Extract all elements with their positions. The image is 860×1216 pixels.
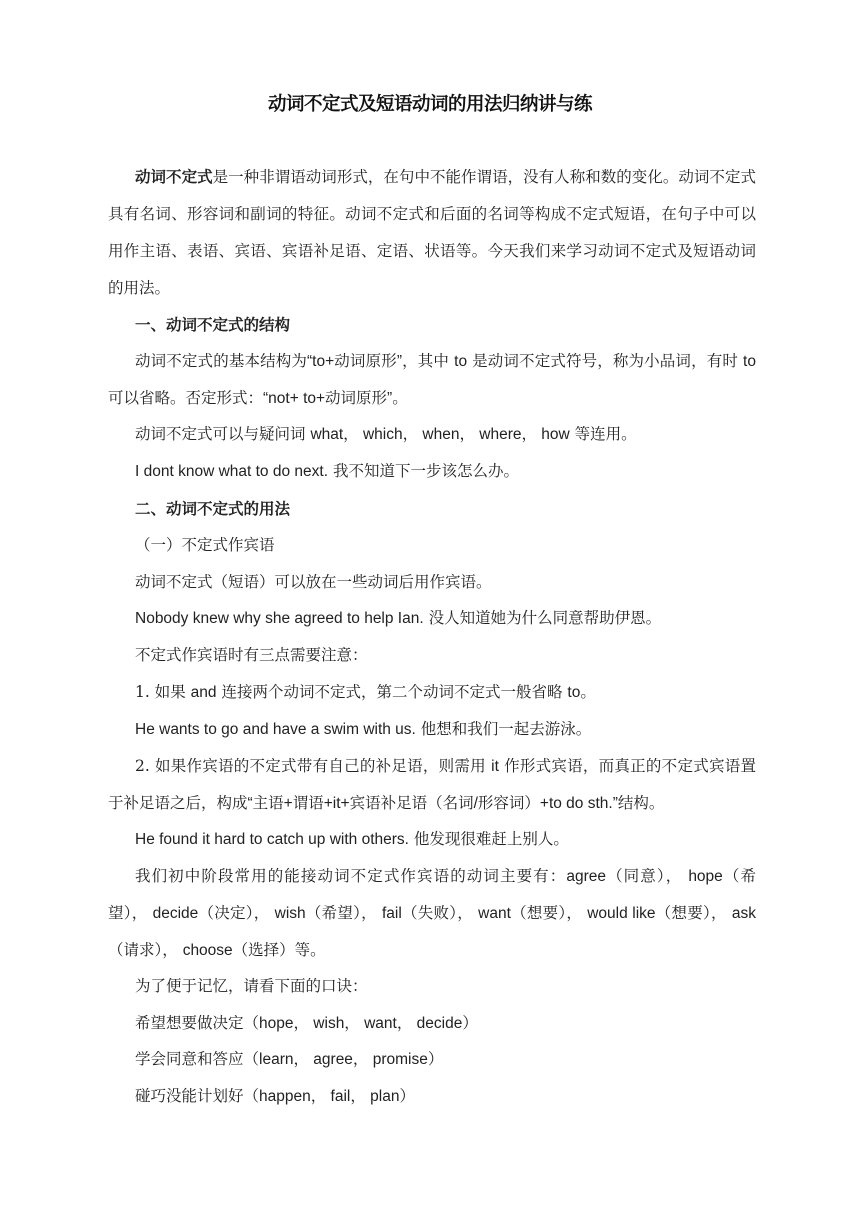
example-sentence-2 (108, 600, 756, 637)
structure-formula: “to+动词原形” (307, 353, 403, 370)
verb-agree: agree (566, 868, 606, 885)
structure-text-g: 可以省略。否定形式： (108, 389, 264, 407)
mnemonic-line-2 (108, 1041, 756, 1078)
question-words-list: what， which， when， where， how (310, 426, 570, 443)
structure-text-a: 动词不定式的基本结构为 (135, 352, 308, 370)
verb-choose-gloss: （选择）等。 (232, 941, 326, 959)
note-2-text-e: 结构。 (617, 794, 665, 812)
mnemonic-3-close: ） (399, 1087, 415, 1105)
note-2-it: it (491, 758, 499, 775)
notes-intro: 不定式作宾语时有三点需要注意： (135, 646, 368, 664)
verbs-intro: 我们初中阶段常用的能接动词不定式作宾语的动词主要有： (135, 867, 567, 885)
verb-want: want (478, 905, 511, 922)
structure-paragraph (108, 343, 756, 417)
mnemonic-2-chinese: 学会同意和答应（ (135, 1050, 260, 1068)
example-1-chinese: 我不知道下一步该怎么办。 (328, 462, 519, 480)
section-2-heading: 二、动词不定式的用法 (135, 499, 291, 518)
example-3-english: He wants to go and have a swim with us. (135, 721, 416, 738)
mnemonic-3-english: happen， fail， plan (259, 1088, 400, 1105)
mnemonic-2-english: learn， agree， promise (259, 1051, 428, 1068)
subsection-1-heading: （一）不定式作宾语 (135, 536, 275, 554)
verb-ask: ask (731, 905, 756, 922)
example-2-english: Nobody knew why she agreed to help Ian. (135, 610, 424, 627)
document-title: 动词不定式及短语动词的用法归纳讲与练 (267, 94, 592, 115)
note-2-formula: “主语+谓语+it+宾语补足语（名词/形容词）+to do sth.” (247, 795, 618, 812)
mnemonic-intro: 为了便于记忆，请看下面的口诀： (135, 977, 368, 995)
object-paragraph: 动词不定式（短语）可以放在一些动词后用作宾语。 (135, 573, 492, 591)
note-2 (108, 748, 756, 822)
structure-negative-formula: “not+ to+动词原形” (263, 390, 393, 407)
verbs-list-paragraph (108, 858, 756, 969)
verb-decide: decide (152, 905, 199, 922)
verb-would-like: would like (587, 905, 656, 922)
structure-text-e: 是动词不定式符号，称为小品词，有时 (467, 352, 744, 370)
example-3-chinese: 他想和我们一起去游泳。 (415, 720, 592, 738)
question-words-paragraph (108, 416, 756, 453)
example-2-chinese: 没人知道她为什么同意帮助伊恩。 (423, 609, 662, 627)
note-2-text-c: 作形式宾语，而真正的不定式宾语置于补足语之后，构成 (108, 757, 756, 812)
verb-hope: hope (688, 868, 723, 885)
verb-want-gloss: （想要）， (510, 904, 588, 922)
mnemonic-1-close: ） (462, 1014, 478, 1032)
note-1-to: to (567, 684, 581, 701)
note-1-text-c: 连接两个动词不定式，第二个动词不定式一般省略 (216, 683, 568, 701)
verb-wish: wish (274, 905, 306, 922)
structure-text-c: ，其中 (402, 352, 455, 370)
verb-ask-gloss: （请求）， (108, 941, 183, 959)
note-1 (108, 674, 756, 711)
verb-choose: choose (182, 942, 233, 959)
mnemonic-3-chinese: 碰巧没能计划好（ (135, 1087, 260, 1105)
verb-wish-gloss: （希望）， (305, 904, 382, 922)
intro-paragraph (108, 158, 756, 307)
example-1-english: I dont know what to do next. (135, 463, 329, 480)
mnemonic-2-close: ） (427, 1050, 444, 1068)
structure-text-i: 。 (392, 389, 408, 407)
verb-decide-gloss: （决定）， (198, 904, 275, 922)
example-4-english: He found it hard to catch up with others. (135, 831, 409, 848)
mnemonic-line-1 (108, 1005, 756, 1042)
section-1-heading: 一、动词不定式的结构 (135, 315, 291, 334)
structure-to-2: to (743, 353, 756, 370)
verb-hope-gloss: （希望）， (108, 867, 756, 922)
structure-to-1: to (454, 353, 468, 370)
verb-fail-gloss: （失败）， (401, 904, 479, 922)
example-4-chinese: 他发现很难赶上别人。 (409, 830, 569, 848)
verb-fail: fail (381, 905, 402, 922)
note-1-and: and (190, 684, 217, 701)
note-1-text-e: 。 (580, 683, 596, 701)
mnemonic-line-3 (108, 1078, 756, 1115)
example-sentence-1 (108, 453, 756, 490)
intro-text: 是一种非谓语动词形式，在句中不能作谓语，没有人称和数的变化。动词不定式具有名词、形容词和副词的特征。动词不定式和后面的名词等构成不定式短语，在句子中可以用作主语、表语、宾语、宾语补足语、定语、状语等。今天我们来学习动词不定式及短语动词的用法。 (108, 168, 756, 297)
verb-would-like-gloss: （想要）， (655, 904, 732, 922)
question-words-text-c: 等连用。 (569, 425, 637, 443)
note-2-text-a: 2. 如果作宾语的不定式带有自己的补足语，则需用 (135, 757, 492, 775)
example-sentence-4 (108, 821, 756, 858)
note-1-text-a: 1. 如果 (135, 683, 191, 701)
question-words-text-a: 动词不定式可以与疑问词 (135, 425, 311, 443)
example-sentence-3 (108, 711, 756, 748)
mnemonic-1-english: hope， wish， want， decide (259, 1015, 463, 1032)
mnemonic-1-chinese: 希望想要做决定（ (135, 1014, 260, 1032)
intro-term: 动词不定式 (135, 167, 213, 186)
verb-agree-gloss: （同意）， (606, 867, 689, 885)
